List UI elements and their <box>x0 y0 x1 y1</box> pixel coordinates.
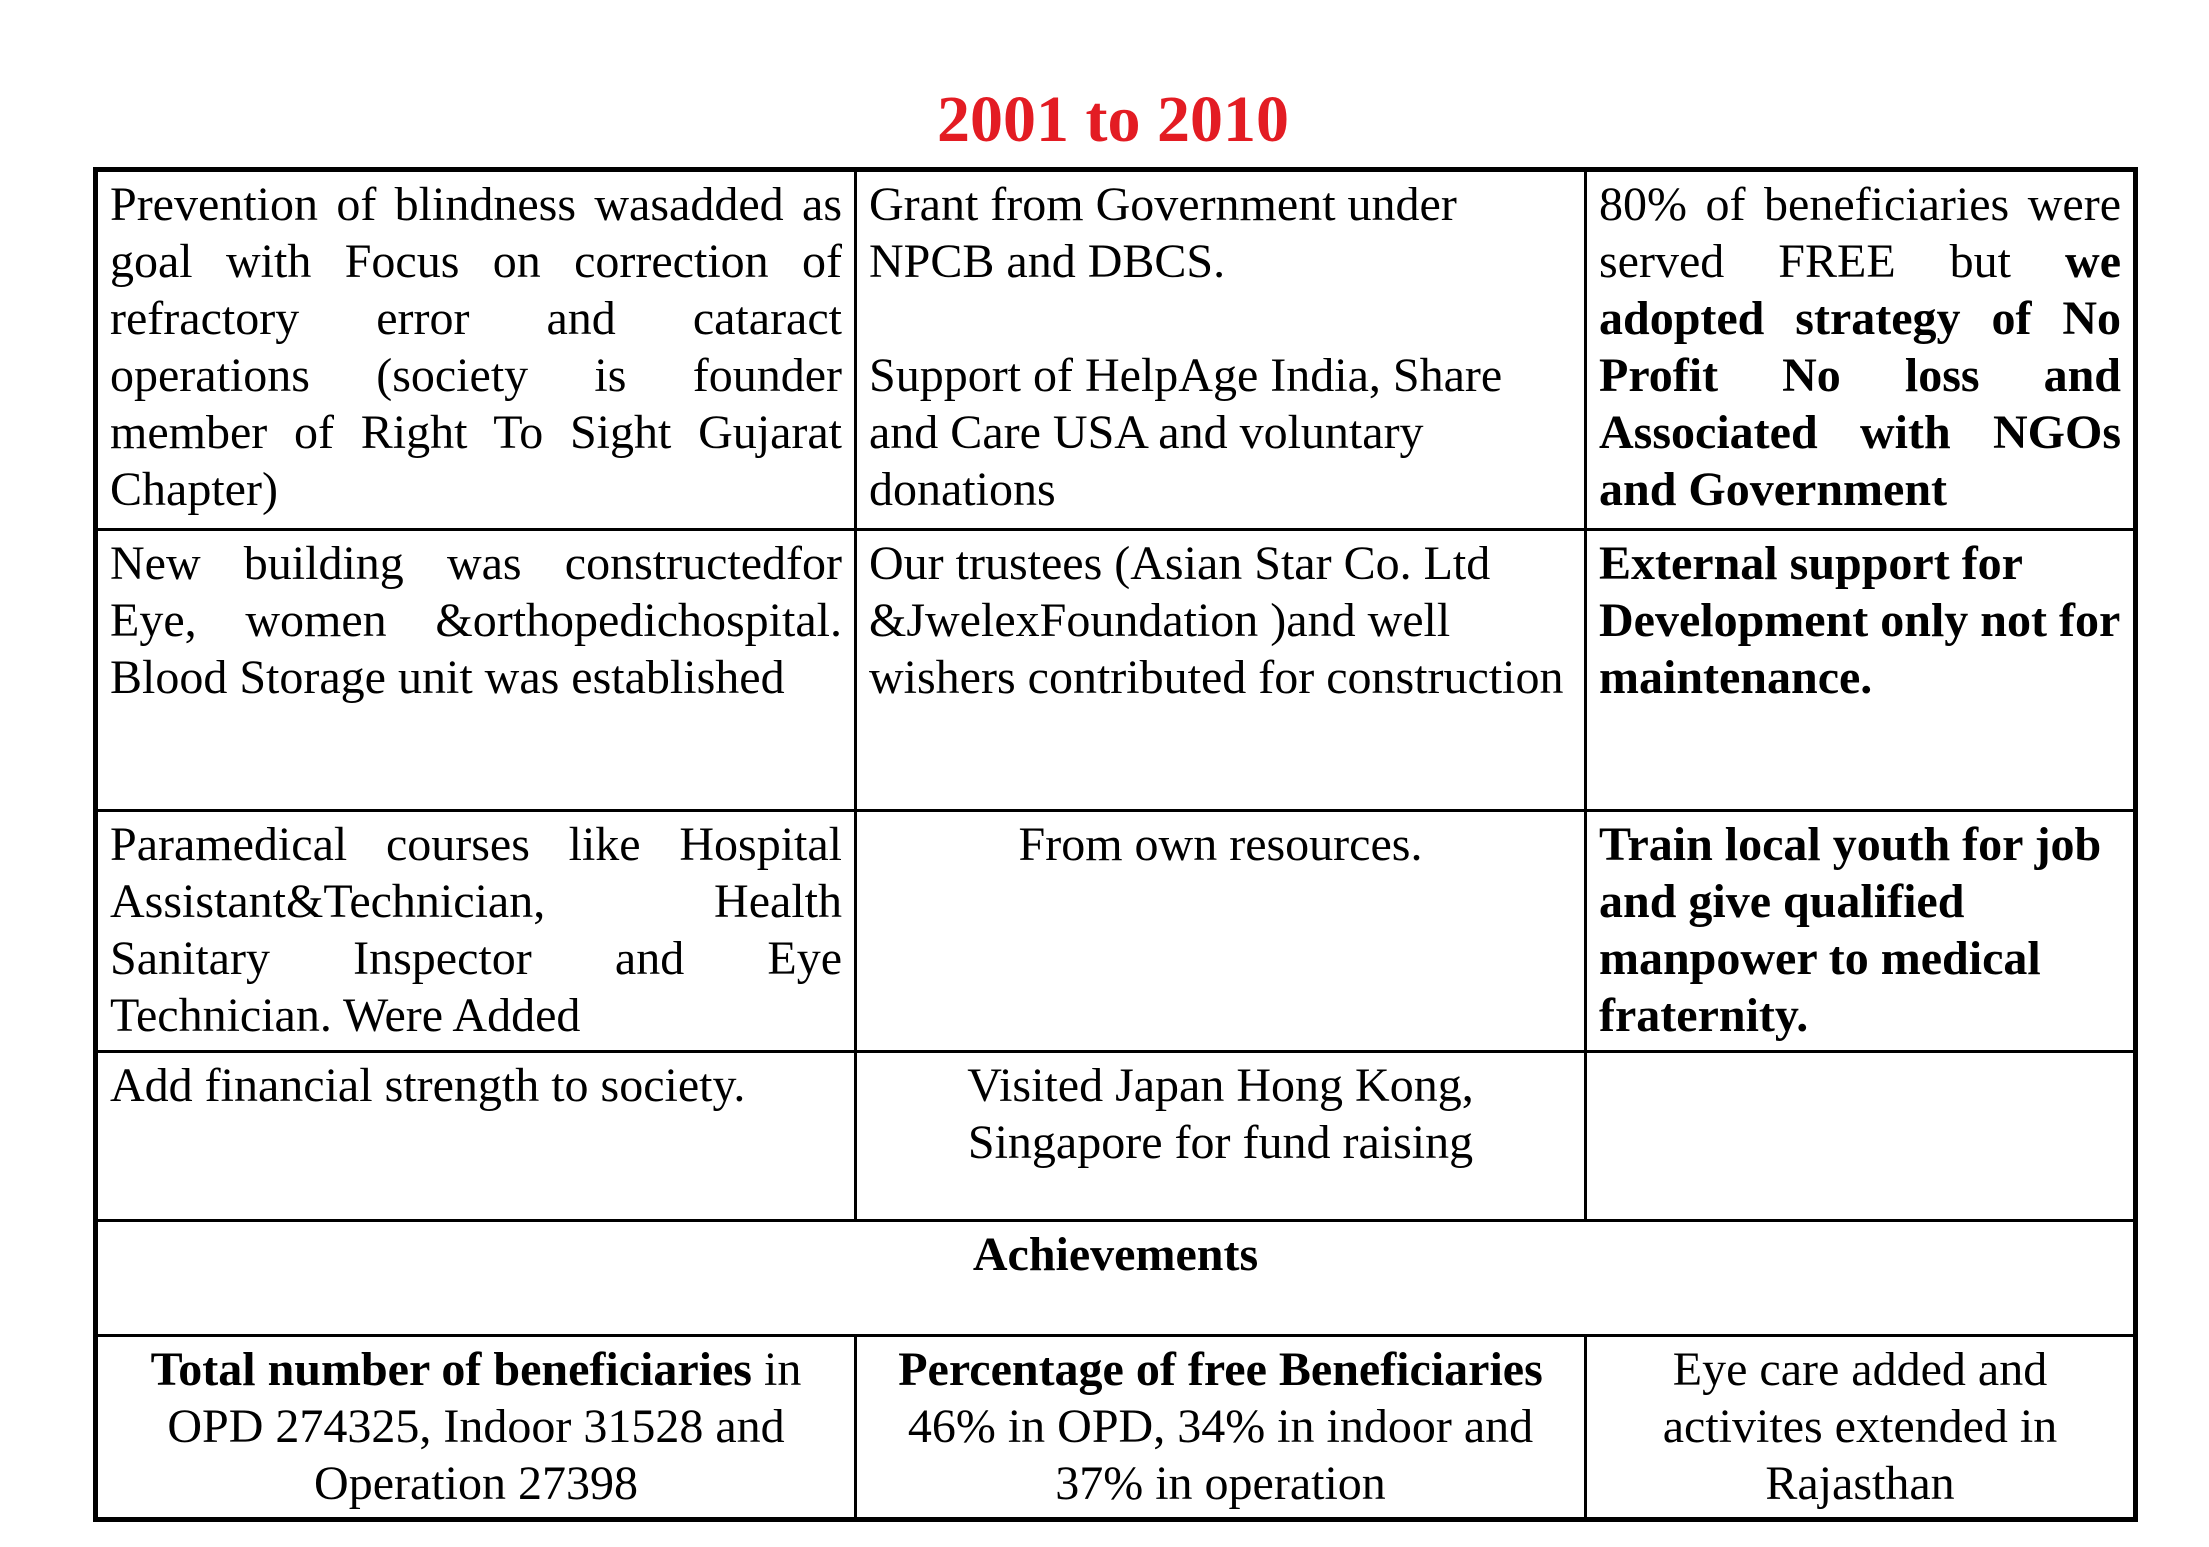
page-title: 2001 to 2010 <box>937 83 1289 156</box>
table-row-financial <box>96 1052 2136 1221</box>
table-row-achievements-values <box>96 1336 2136 1520</box>
cell-empty <box>1586 1052 2136 1221</box>
beneficiaries-free-text: 80% of beneficiaries were served FREE but <box>1599 178 2121 288</box>
table-row-goals <box>96 170 2136 530</box>
table-row-achievements-header <box>96 1221 2136 1336</box>
cell-trustees-contribution: Our trustees (Asian Star Co. Ltd &JwelexFoundation )and well wishers contributed for construction <box>856 530 1586 811</box>
cell-beneficiaries-strategy <box>1586 170 2136 530</box>
cell-fund-raising-visits <box>856 1052 1586 1221</box>
cell-train-youth: Train local youth for job and give qualified manpower to medical fraternity. <box>1586 811 2136 1052</box>
cell-external-support: External support for Development only not for maintenance. <box>1586 530 2136 811</box>
total-beneficiaries-label: Total number of beneficiaries <box>150 1343 752 1396</box>
strategy-bold-text: we adopted strategy of No Profit No loss and Associated with NGOs and Government <box>1599 235 2121 516</box>
cell-free-percentage <box>856 1336 1586 1520</box>
cell-financial-strength: Add financial strength to society. <box>96 1052 856 1221</box>
total-beneficiaries-numbers: in OPD 274325, Indoor 31528 and Operation 27398 <box>167 1343 802 1510</box>
table-row-building <box>96 530 2136 811</box>
cell-paramedical-courses: Paramedical courses like Hospital Assistant&Technician, Health Sanitary Inspector and Eye Technician. Were Added <box>96 811 856 1052</box>
table-row-paramedical <box>96 811 2136 1052</box>
cell-own-resources: From own resources. <box>856 811 1586 1052</box>
free-percentage-label: Percentage of free Beneficiaries <box>898 1343 1543 1396</box>
fund-raising-text: Visited Japan Hong Kong, Singapore for fund raising <box>967 1059 1474 1169</box>
cell-new-building: New building was constructedfor Eye, women &orthopedichospital. Blood Storage unit was established <box>96 530 856 811</box>
decade-summary-table <box>93 167 2138 1522</box>
cell-total-beneficiaries <box>96 1336 856 1520</box>
achievements-header: Achievements <box>96 1221 2136 1336</box>
cell-goal-blindness: Prevention of blindness wasadded as goal with Focus on correction of refractory error and cataract operations (society is founder member of Right To Sight Gujarat Chapter) <box>96 170 856 530</box>
cell-funding-grants <box>856 170 1586 530</box>
cell-eyecare-rajasthan: Eye care added and activites extended in Rajasthan <box>1586 1336 2136 1520</box>
funding-support-paragraph: Support of HelpAge India, Share and Care USA and voluntary donations <box>869 349 1503 516</box>
free-percentage-numbers: 46% in OPD, 34% in indoor and 37% in operation <box>907 1400 1534 1510</box>
funding-grant-paragraph: Grant from Government under NPCB and DBCS. <box>869 178 1457 288</box>
